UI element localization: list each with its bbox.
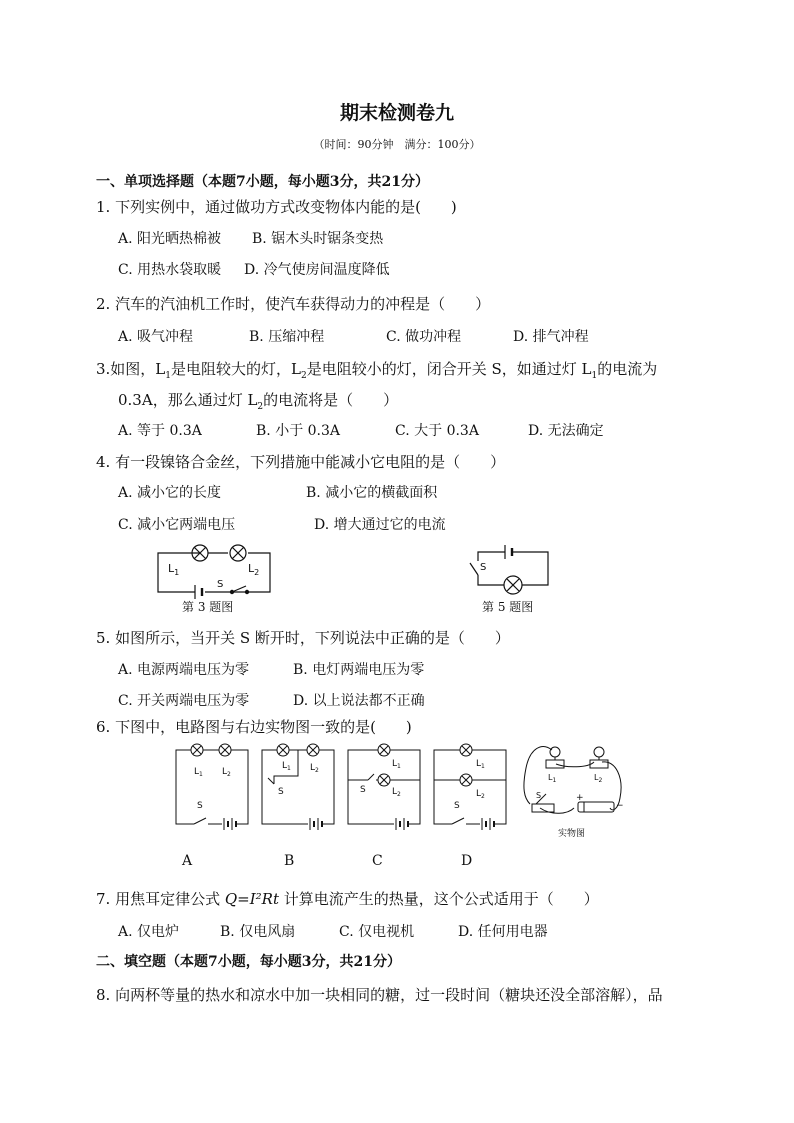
question-2-option-b: B. 压缩冲程 bbox=[249, 329, 325, 345]
page-title: 期末检测卷九 bbox=[339, 102, 454, 124]
lamp-holder-l1-icon bbox=[546, 760, 564, 768]
svg-text:L1: $L_1$ bbox=[392, 759, 401, 770]
figure-q6-real-object bbox=[512, 738, 628, 842]
svg-text:L1: $L_1$ bbox=[548, 773, 557, 784]
question-6-label-d: D bbox=[461, 853, 473, 869]
svg-text:L1: $L_1$ bbox=[194, 767, 203, 778]
question-1-option-c: C. 用热水袋取暖 bbox=[118, 262, 222, 278]
question-6-stem: 6. 下图中，电路图与右边实物图一致的是( ) bbox=[96, 718, 412, 736]
fig3-label-s: S bbox=[217, 579, 224, 590]
question-7-option-c: C. 仅电视机 bbox=[339, 924, 415, 940]
figure-q6-circuit-a bbox=[172, 742, 252, 832]
question-7-option-b: B. 仅电风扇 bbox=[220, 924, 296, 940]
question-1-option-a: A. 阳光晒热棉被 bbox=[118, 231, 222, 247]
question-5-option-d: D. 以上说法都不正确 bbox=[293, 693, 425, 709]
fig3-label-l2: $L_2$ bbox=[248, 562, 260, 577]
svg-text:−: − bbox=[616, 801, 624, 811]
question-2-option-c: C. 做功冲程 bbox=[386, 329, 462, 345]
figure-q6-circuit-d bbox=[430, 742, 510, 832]
question-4-option-d: D. 增大通过它的电流 bbox=[314, 517, 446, 533]
question-5-option-c: C. 开关两端电压为零 bbox=[118, 693, 250, 709]
battery-icon bbox=[578, 802, 614, 812]
svg-text:S: S bbox=[278, 787, 284, 797]
question-4-option-a: A. 减小它的长度 bbox=[118, 485, 222, 501]
real-object-caption: 实物图 bbox=[558, 829, 586, 839]
svg-text:L2: $L_2$ bbox=[594, 773, 603, 784]
switch-icon bbox=[532, 804, 554, 812]
lamp-holder-l2-icon bbox=[590, 760, 608, 768]
question-5-option-b: B. 电灯两端电压为零 bbox=[293, 662, 425, 678]
question-4-option-c: C. 减小它两端电压 bbox=[118, 517, 236, 533]
question-3-option-b: B. 小于 0.3A bbox=[256, 423, 341, 439]
section-heading-1: 一、单项选择题（本题7小题，每小题3分，共21分） bbox=[96, 174, 429, 190]
svg-text:L1: $L_1$ bbox=[282, 761, 291, 772]
question-3-stem: 3.如图，$L_1$是电阻较大的灯，$L_2$是电阻较小的灯，闭合开关 S，如通过灯 $L_1$的电流为 bbox=[96, 360, 658, 381]
question-6-label-a: A bbox=[182, 853, 193, 869]
svg-text:L2: $L_2$ bbox=[222, 767, 231, 778]
svg-text:L1: $L_1$ bbox=[476, 759, 485, 770]
question-2-option-a: A. 吸气冲程 bbox=[118, 329, 194, 345]
question-2-stem: 2. 汽车的汽油机工作时，使汽车获得动力的冲程是（ ） bbox=[96, 295, 491, 313]
section-heading-2: 二、填空题（本题7小题，每小题3分，共21分） bbox=[96, 954, 401, 970]
question-5-stem: 5. 如图所示，当开关 S 断开时，下列说法中正确的是（ ） bbox=[96, 629, 510, 647]
figure-q6-circuit-c bbox=[344, 742, 424, 832]
question-3-option-d: D. 无法确定 bbox=[528, 423, 604, 439]
question-1-stem: 1. 下列实例中，通过做功方式改变物体内能的是( ) bbox=[96, 198, 457, 216]
question-1-option-b: B. 锯木头时锯条变热 bbox=[252, 231, 384, 247]
question-1-option-d: D. 冷气使房间温度降低 bbox=[244, 262, 390, 278]
question-6-label-c: C bbox=[372, 853, 383, 869]
figure-q5-caption: 第 5 题图 bbox=[482, 600, 534, 614]
question-5-option-a: A. 电源两端电压为零 bbox=[118, 662, 250, 678]
page-subtitle: （时间：90分钟 满分：100分） bbox=[313, 138, 481, 151]
svg-text:S: S bbox=[197, 801, 203, 811]
question-6-label-b: B bbox=[284, 853, 295, 869]
svg-text:S: S bbox=[454, 801, 460, 811]
svg-text:L2: $L_2$ bbox=[476, 789, 485, 800]
question-3-option-c: C. 大于 0.3A bbox=[395, 423, 479, 439]
question-7-stem: 7. 用焦耳定律公式 Q=I²Rt 计算电流产生的热量，这个公式适用于（ ） bbox=[96, 890, 599, 908]
svg-text:+: + bbox=[576, 793, 584, 803]
svg-text:S: S bbox=[536, 791, 542, 800]
question-7-option-a: A. 仅电炉 bbox=[118, 924, 180, 940]
question-8-stem: 8. 向两杯等量的热水和凉水中加一块相同的糖，过一段时间（糖块还没全部溶解），品 bbox=[96, 986, 663, 1004]
question-3-option-a: A. 等于 0.3A bbox=[118, 423, 202, 439]
question-3-stem-line2: 0.3A，那么通过灯 $L_2$的电流将是（ ） bbox=[118, 391, 399, 412]
figure-q6-circuit-b bbox=[258, 742, 338, 832]
svg-text:L2: $L_2$ bbox=[310, 763, 319, 774]
figure-q3-caption: 第 3 题图 bbox=[182, 600, 234, 614]
fig3-label-l1: $L_1$ bbox=[168, 562, 180, 577]
question-7-option-d: D. 任何用电器 bbox=[458, 924, 548, 940]
question-4-option-b: B. 减小它的横截面积 bbox=[306, 485, 438, 501]
question-2-option-d: D. 排气冲程 bbox=[513, 329, 589, 345]
question-4-stem: 4. 有一段镍铬合金丝，下列措施中能减小它电阻的是（ ） bbox=[96, 453, 506, 471]
svg-text:S: S bbox=[360, 785, 366, 795]
fig5-label-s: S bbox=[480, 562, 487, 573]
figure-q5-circuit bbox=[458, 545, 558, 595]
svg-text:L2: $L_2$ bbox=[392, 787, 401, 798]
